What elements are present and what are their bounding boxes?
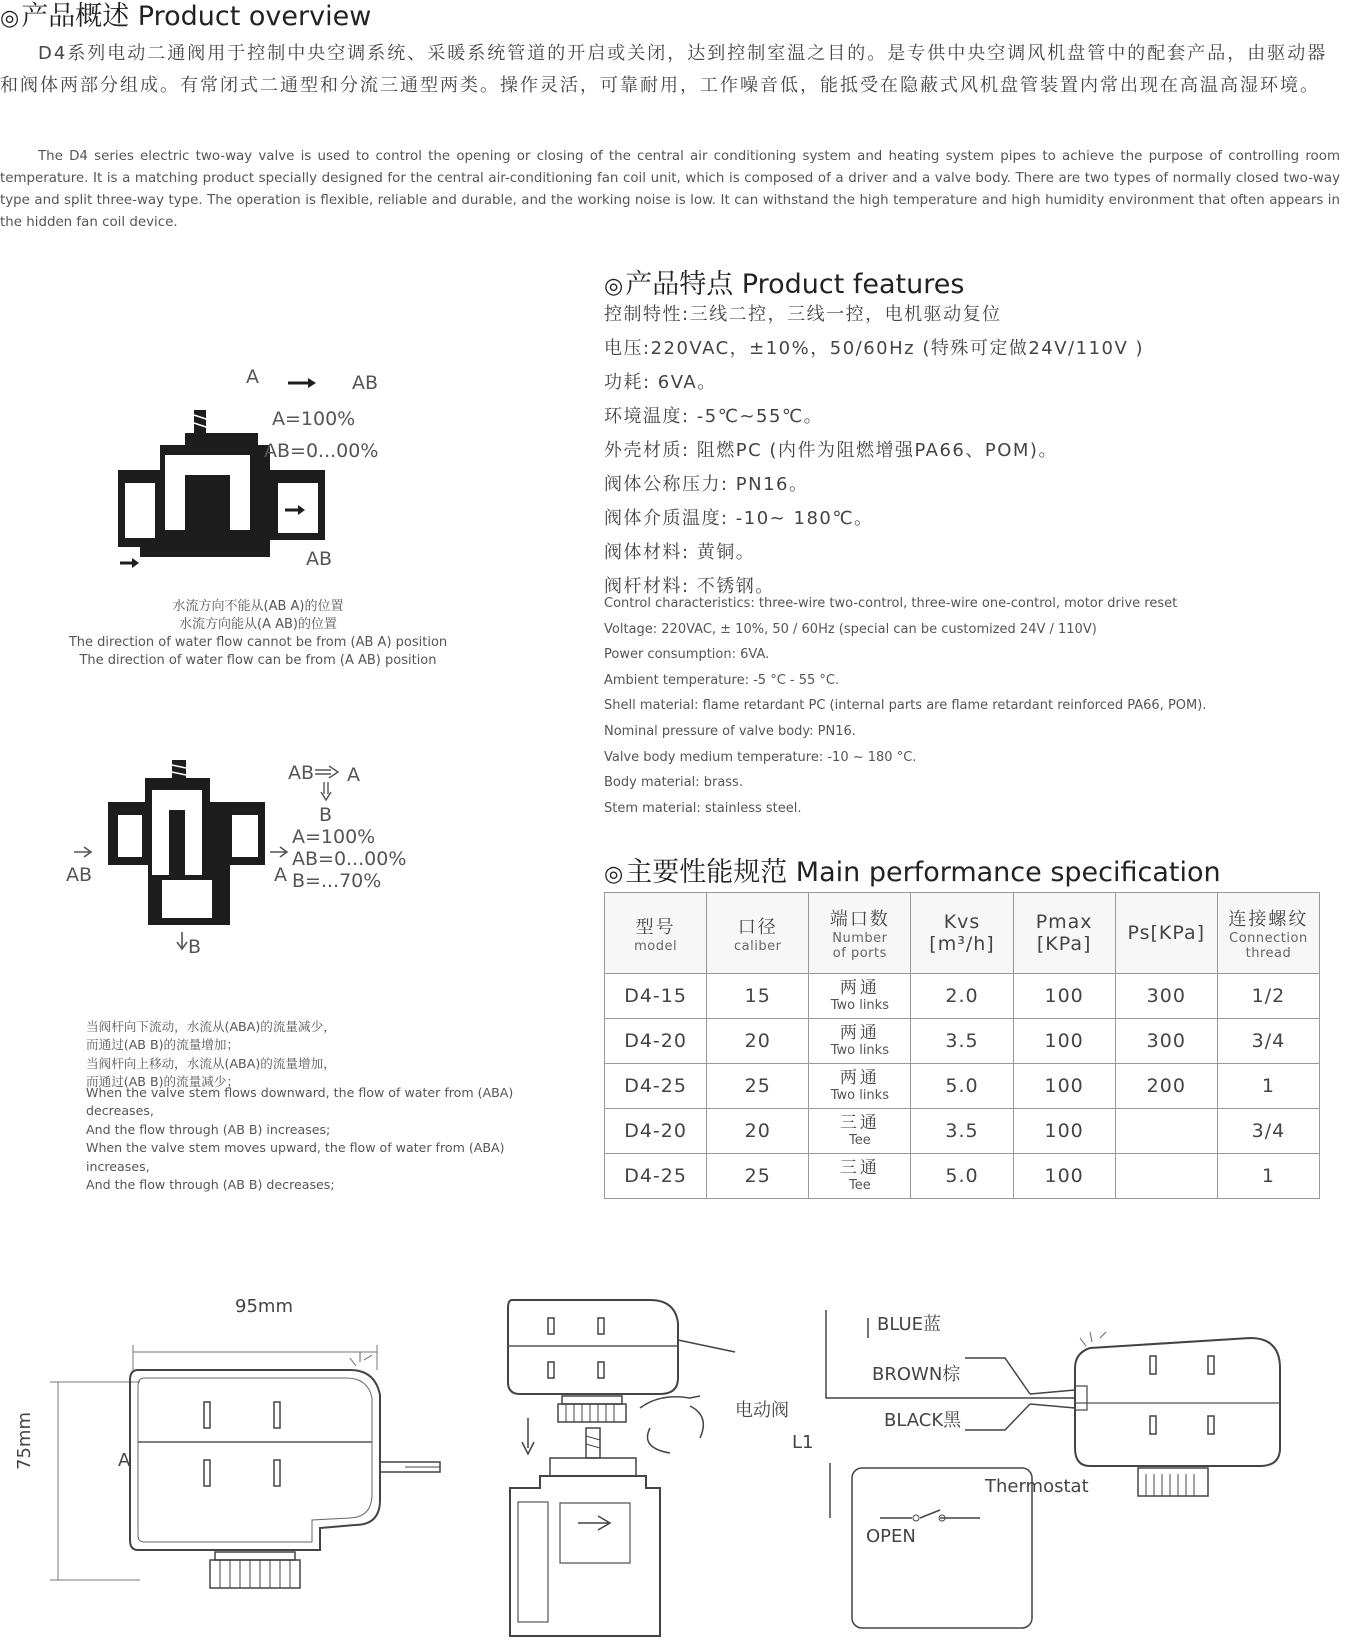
cell-pmax: 100 <box>1013 1064 1115 1109</box>
col-pmax-unit: [KPa] <box>1036 933 1092 955</box>
d2-pct-ab: AB=0...00% <box>292 848 407 870</box>
d2-caption-line: And the flow through (AB B) increases; <box>86 1121 331 1137</box>
d1-label-a: A <box>246 366 259 388</box>
cell-type-cn: 两通 <box>839 978 880 998</box>
cell-model: D4-20 <box>605 1109 707 1154</box>
cell-type-en: Two links <box>830 1088 889 1103</box>
cell-caliber: 15 <box>707 974 809 1019</box>
spec-title-en: Main performance specification <box>795 857 1221 888</box>
two-way-valve-diagram <box>110 375 420 605</box>
cell-model: D4-15 <box>605 974 707 1019</box>
table-row <box>605 974 1320 1019</box>
col-ports <box>809 893 911 974</box>
feature-en-item: Stem material: stainless steel. <box>604 800 802 816</box>
features-en-list <box>604 591 1344 821</box>
two-way-valve-drawing <box>110 375 420 605</box>
col-thread-en1: Connection <box>1229 931 1308 946</box>
cell-type-cn: 三通 <box>839 1113 880 1133</box>
cell-ps <box>1115 1109 1217 1154</box>
feature-cn-item: 功耗: 6VA。 <box>604 372 717 393</box>
d1-pct-a: A=100% <box>272 408 356 430</box>
wire-blue-label: BLUE蓝 <box>877 1314 942 1335</box>
electric-valve-label: 电动阀 <box>735 1400 789 1421</box>
feature-cn-item: 阀体公称压力: PN16。 <box>604 474 809 495</box>
feature-en-item: Voltage: 220VAC, ± 10%, 50 / 60Hz (special can be customized 24V / 110V) <box>604 621 1097 637</box>
table-row <box>605 1019 1320 1064</box>
d2-caption-line: 当阀杆向上移动，水流从(ABA)的流量增加， <box>86 1055 336 1071</box>
cell-ps: 200 <box>1115 1064 1217 1109</box>
wire-brown-label: BROWN棕 <box>872 1364 961 1385</box>
d1-caption-line: The direction of water flow can be from (A AB) position <box>79 653 437 668</box>
d2-label-a-right: A <box>274 864 287 886</box>
d2-caption-line: When the valve stem flows downward, the flow of water from (ABA) decreases, <box>86 1085 514 1119</box>
cell-kvs: 3.5 <box>911 1019 1013 1064</box>
col-caliber <box>707 893 809 974</box>
feature-en-item: Shell material: flame retardant PC (internal parts are flame retardant reinforced PA66, POM). <box>604 698 1207 714</box>
col-ps-label: Ps[KPa] <box>1127 922 1206 944</box>
cell-caliber: 25 <box>707 1064 809 1109</box>
col-kvs <box>911 893 1013 974</box>
three-way-valve-diagram <box>70 760 300 960</box>
spec-header-row <box>605 893 1320 974</box>
col-ports-cn: 端口数 <box>829 909 890 930</box>
width-dimension-label: 95mm <box>235 1296 293 1317</box>
features-cn-list <box>604 298 1304 604</box>
feature-en-item: Nominal pressure of valve body: PN16. <box>604 723 856 739</box>
cell-thread: 3/4 <box>1217 1019 1319 1064</box>
d2-label-ab-left: AB <box>66 864 93 886</box>
cell-type-en: Two links <box>830 1043 889 1058</box>
cell-ps: 300 <box>1115 974 1217 1019</box>
cell-model: D4-20 <box>605 1019 707 1064</box>
thermostat-label: Thermostat <box>985 1476 1089 1497</box>
col-ports-en2: of ports <box>832 946 887 961</box>
cell-thread: 1 <box>1217 1154 1319 1199</box>
cell-ports <box>809 1064 911 1109</box>
cell-ports <box>809 1109 911 1154</box>
d2-label-ab-top: AB <box>288 762 315 784</box>
spec-title-cn: 主要性能规范 <box>625 857 788 888</box>
wiring-diagram <box>820 1298 1300 1638</box>
actuator-outline-drawing <box>20 1330 460 1630</box>
cell-model: D4-25 <box>605 1064 707 1109</box>
overview-heading <box>0 0 371 33</box>
d2-caption-line: 而通过(AB B)的流量增加； <box>86 1037 240 1053</box>
col-pmax <box>1013 893 1115 974</box>
feature-cn-item: 环境温度: -5℃~55℃。 <box>604 406 824 427</box>
spec-table-wrap <box>604 892 1320 1199</box>
overview-title-cn: 产品概述 <box>21 1 130 32</box>
wire-black-label: BLACK黑 <box>884 1410 962 1431</box>
circle-mark-icon: ◎ <box>0 6 20 31</box>
d2-caption-en <box>86 1084 566 1194</box>
features-heading <box>604 262 964 301</box>
col-thread-en2: thread <box>1245 946 1292 961</box>
col-ps <box>1115 893 1217 974</box>
cell-type-en: Tee <box>848 1133 871 1148</box>
open-label: OPEN <box>866 1526 916 1547</box>
circle-mark-icon: ◎ <box>604 274 624 299</box>
cell-thread: 1 <box>1217 1064 1319 1109</box>
col-kvs-unit: [m³/h] <box>929 933 995 955</box>
table-row <box>605 1154 1320 1199</box>
feature-cn-item: 外壳材质: 阻燃PC (内件为阻燃增强PA66、POM)。 <box>604 440 1058 461</box>
cell-kvs: 3.5 <box>911 1109 1013 1154</box>
col-model <box>605 893 707 974</box>
d1-pct-ab: AB=0...00% <box>264 440 379 462</box>
table-row <box>605 1064 1320 1109</box>
d2-arrow-down-icon <box>318 780 334 806</box>
cell-model: D4-25 <box>605 1154 707 1199</box>
cell-kvs: 2.0 <box>911 974 1013 1019</box>
cell-pmax: 100 <box>1013 1109 1115 1154</box>
three-way-valve-drawing <box>70 760 300 960</box>
features-title-en: Product features <box>741 269 965 300</box>
actuator-dimension-drawing <box>20 1330 460 1630</box>
overview-en-paragraph: The D4 series electric two-way valve is used to control the opening or closing of the central air conditioning system and heating system pipes to achieve the purpose of controlling room temperature. It is a matching product specially designed for the central air-conditioning fan coil unit, which is composed of a driver and a valve body. There are two types of normally closed two-way type and split three-way type. The operation is flexible, reliable and durable, and the working noise is low. It can withstand the high temperature and high humidity environment that often appears in the hidden fan coil device. <box>0 149 1340 230</box>
d2-label-a-top: A <box>347 764 360 786</box>
cell-type-cn: 三通 <box>839 1158 880 1178</box>
spec-heading <box>604 850 1221 889</box>
col-model-cn: 型号 <box>635 916 676 938</box>
cell-type-cn: 两通 <box>839 1023 880 1043</box>
d1-caption-line: The direction of water flow cannot be from (AB A) position <box>68 635 448 650</box>
d2-caption-line: 当阀杆向下流动，水流从(ABA)的流量减少， <box>86 1019 336 1034</box>
cell-caliber: 20 <box>707 1109 809 1154</box>
col-caliber-cn: 口径 <box>737 916 778 938</box>
cell-caliber: 20 <box>707 1019 809 1064</box>
col-model-en: model <box>634 938 678 954</box>
d2-caption-line: And the flow through (AB B) decreases; <box>86 1177 335 1193</box>
cell-ports <box>809 974 911 1019</box>
feature-cn-item: 电压:220VAC，±10%，50/60Hz (特殊可定做24V/110V ) <box>604 338 1145 359</box>
col-pmax-label: Pmax <box>1035 911 1093 933</box>
d2-label-b-bottom: B <box>188 936 202 958</box>
height-dimension-label: 75mm <box>14 1412 35 1470</box>
d2-caption-line: When the valve stem moves upward, the flow of water from (ABA) increases, <box>86 1140 505 1174</box>
d2-pct-a: A=100% <box>292 826 376 848</box>
d2-label-b-top: B <box>319 804 333 826</box>
cell-type-cn: 两通 <box>839 1068 880 1088</box>
spec-table <box>604 892 1320 1199</box>
feature-en-item: Ambient temperature: -5 °C - 55 °C. <box>604 672 840 688</box>
d1-label-ab-bottom: AB <box>306 548 333 570</box>
feature-en-item: Power consumption: 6VA. <box>604 647 770 663</box>
col-caliber-en: caliber <box>733 938 782 954</box>
cell-ps <box>1115 1154 1217 1199</box>
cell-pmax: 100 <box>1013 1019 1115 1064</box>
cell-pmax: 100 <box>1013 974 1115 1019</box>
d1-label-ab-top: AB <box>352 372 379 394</box>
cell-caliber: 25 <box>707 1154 809 1199</box>
cell-ports <box>809 1019 911 1064</box>
cell-ports <box>809 1154 911 1199</box>
d2-pct-b: B=...70% <box>292 870 382 892</box>
feature-en-item: Control characteristics: three-wire two-control, three-wire one-control, motor drive reset <box>604 596 1178 611</box>
d1-caption-line: 水流方向能从(A AB)的位置 <box>179 617 337 632</box>
features-title-cn: 产品特点 <box>625 269 734 300</box>
cell-type-en: Two links <box>830 998 889 1013</box>
table-row <box>605 1109 1320 1154</box>
cell-thread: 1/2 <box>1217 974 1319 1019</box>
feature-cn-item: 控制特性:三线二控，三线一控，电机驱动复位 <box>604 304 1002 325</box>
circle-mark-icon: ◎ <box>604 862 624 887</box>
d1-caption <box>60 598 456 670</box>
col-kvs-label: Kvs <box>943 911 981 933</box>
feature-cn-item: 阀杆材料: 不锈钢。 <box>604 576 775 597</box>
d2-caption-line: 而通过(AB B)的流量减少； <box>86 1074 240 1090</box>
cell-pmax: 100 <box>1013 1154 1115 1199</box>
col-thread-cn: 连接螺纹 <box>1228 909 1309 930</box>
cell-type-en: Tee <box>848 1178 871 1193</box>
cell-kvs: 5.0 <box>911 1064 1013 1109</box>
feature-en-item: Body material: brass. <box>604 775 743 791</box>
wiring-diagram-svg <box>820 1298 1300 1638</box>
d2-caption-cn <box>86 1018 566 1092</box>
cell-kvs: 5.0 <box>911 1154 1013 1199</box>
feature-en-item: Valve body medium temperature: -10 ~ 180 °C. <box>604 749 917 765</box>
d1-caption-line: 水流方向不能从(AB A)的位置 <box>172 599 344 614</box>
actuator-label-a: A <box>118 1450 131 1471</box>
feature-cn-item: 阀体介质温度: -10~ 180℃。 <box>604 508 874 529</box>
assembly-drawing <box>500 1298 760 1638</box>
assembly-drawing-svg <box>500 1298 760 1638</box>
col-ports-en1: Number <box>832 931 888 946</box>
col-thread <box>1217 893 1319 974</box>
l1-label: L1 <box>792 1432 814 1453</box>
cell-ps: 300 <box>1115 1019 1217 1064</box>
overview-title-en: Product overview <box>137 1 372 32</box>
feature-cn-item: 阀体材料: 黄铜。 <box>604 542 756 563</box>
overview-cn-paragraph: D4系列电动二通阀用于控制中央空调系统、采暖系统管道的开启或关闭，达到控制室温之目的。是专供中央空调风机盘管中的配套产品，由驱动器和阀体两部分组成。有常闭式二通型和分流三通型两类。操作灵活，可靠耐用，工作噪音低，能抵受在隐蔽式风机盘管装置内常出现在高温高湿环境。 <box>0 43 1328 96</box>
cell-thread: 3/4 <box>1217 1109 1319 1154</box>
